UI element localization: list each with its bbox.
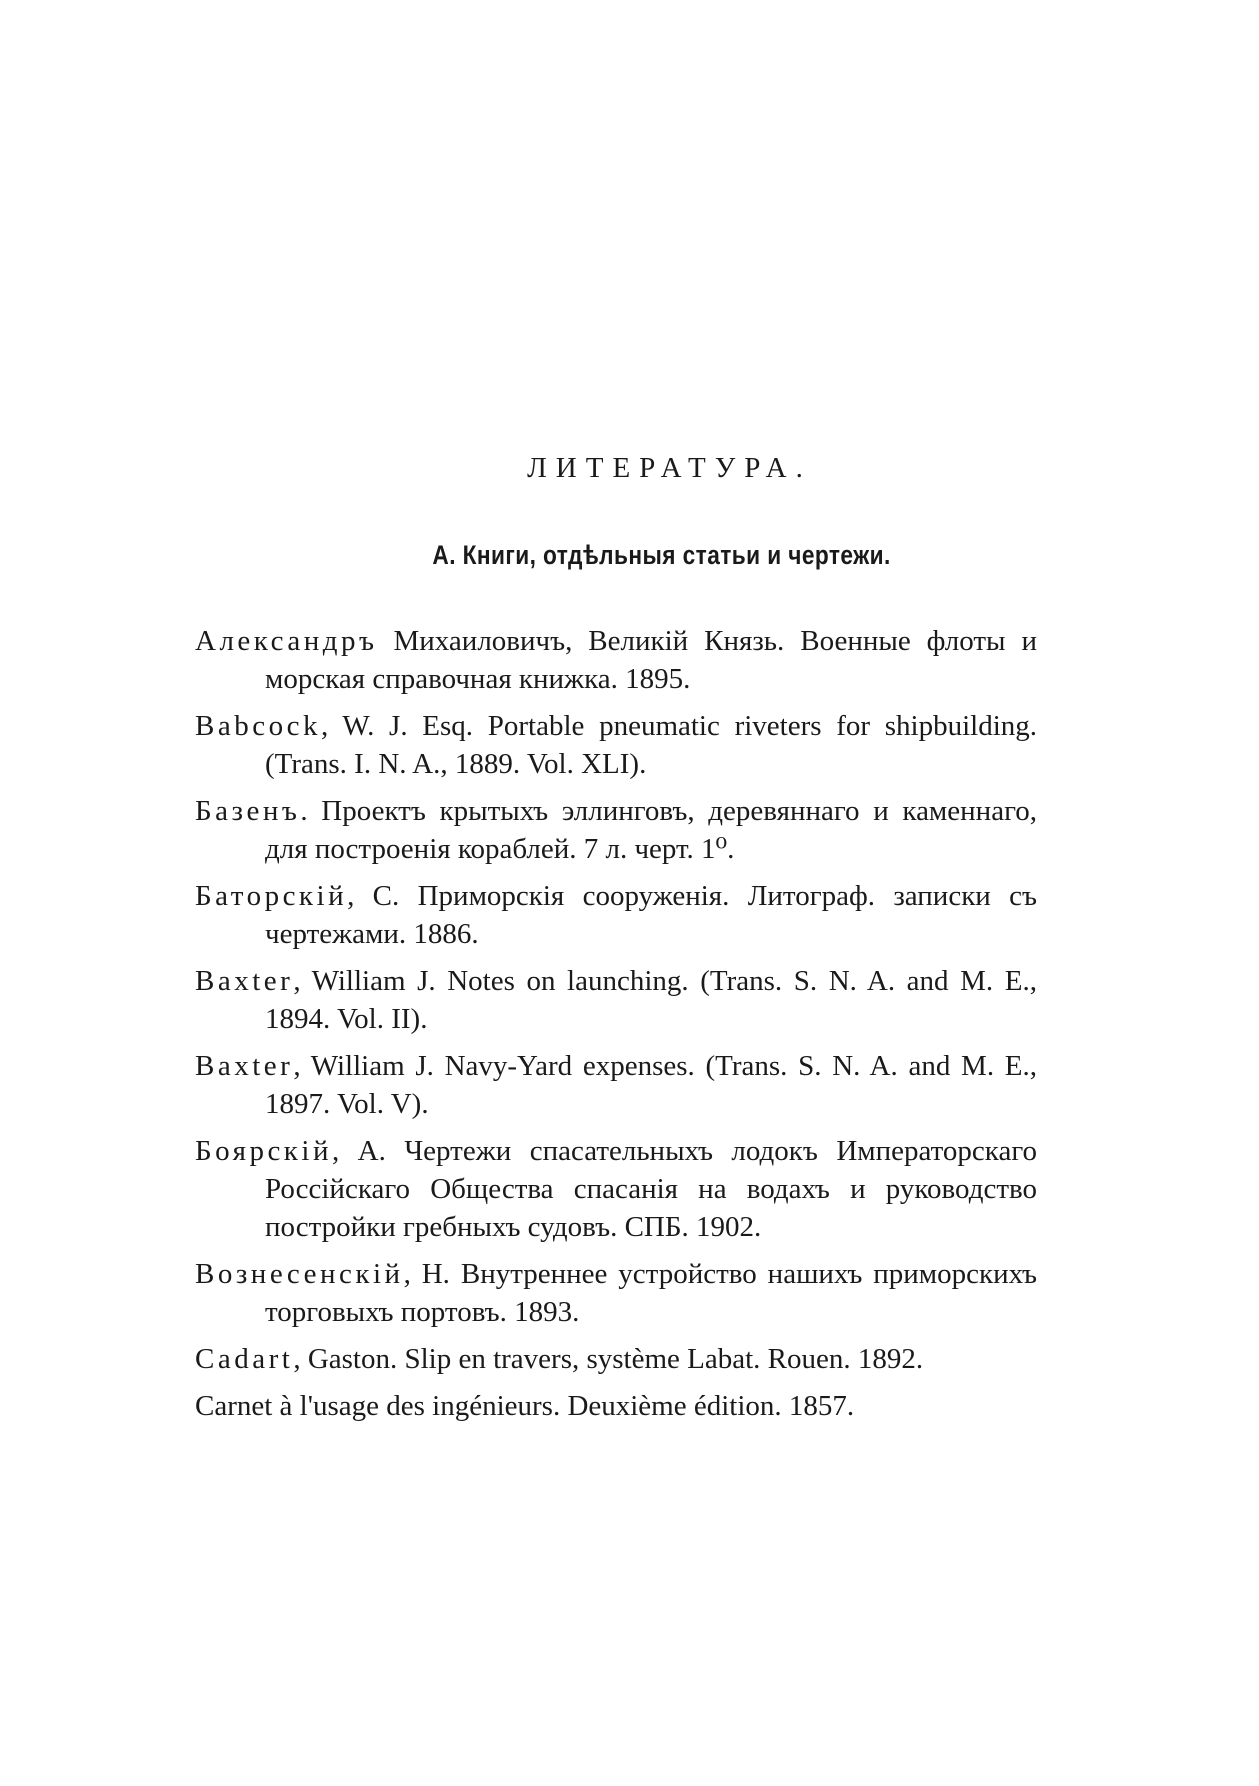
entry-author: Babcock	[195, 710, 321, 742]
bibliography-entry	[195, 877, 1037, 953]
entry-text: , Gaston. Slip en travers, système Labat. Rouen. 1892.	[293, 1343, 924, 1375]
entry-author: Александръ	[195, 625, 378, 657]
entry-text: , William J. Notes on launching. (Trans. S. N. A. and M. E., 1894. Vol. II).	[265, 965, 1037, 1035]
entry-text: . Проектъ крытыхъ эллинговъ, деревяннаго и каменнаго, для построенія кораблей. 7 л. черт. 1⁰.	[265, 795, 1037, 865]
entry-text: , С. Приморскія сооруженія. Литограф. записки съ чертежами. 1886.	[265, 880, 1037, 950]
entry-text: Михаиловичъ, Великій Князь. Военные флоты и морская справочная книжка. 1895.	[265, 625, 1037, 695]
entry-text: Carnet à l'usage des ingénieurs. Deuxième édition. 1857.	[195, 1390, 855, 1422]
bibliography-entry	[195, 622, 1037, 698]
entry-author: Cadart	[195, 1343, 294, 1375]
bibliography-entry	[195, 1387, 1037, 1425]
entry-text: , W. J. Esq. Portable pneumatic riveters for shipbuilding. (Trans. I. N. A., 1889. Vol. XLI).	[265, 710, 1037, 780]
bibliography-entry	[195, 962, 1037, 1038]
bibliography-entry	[195, 1340, 1037, 1378]
section-heading: А. Книги, отдѣльныя статьи и чертежи.	[432, 540, 891, 570]
bibliography-entry	[195, 1047, 1037, 1123]
entry-text: , William J. Navy-Yard expenses. (Trans. S. N. A. and M. E., 1897. Vol. V).	[265, 1050, 1037, 1120]
entry-author: Baxter	[195, 965, 294, 997]
bibliography-entry	[195, 1255, 1037, 1331]
entry-author: Базенъ	[195, 795, 301, 827]
entry-author: Вознесенскій	[195, 1258, 404, 1290]
page-title: ЛИТЕРАТУРА.	[527, 452, 812, 484]
bibliography-entry	[195, 707, 1037, 783]
entry-author: Боярскій	[195, 1135, 332, 1167]
bibliography-entry	[195, 792, 1037, 868]
bibliography-list	[195, 622, 1037, 1434]
entry-author: Baxter	[195, 1050, 294, 1082]
entry-author: Баторскій	[195, 880, 348, 912]
bibliography-entry	[195, 1132, 1037, 1246]
entry-text: , А. Чертежи спасательныхъ лодокъ Императорскаго Россійскаго Общества спасанія на водахъ и руководство постройки гребныхъ судовъ. СПБ. 1902.	[265, 1135, 1037, 1243]
entry-text: , Н. Внутреннее устройство нашихъ приморскихъ торговыхъ портовъ. 1893.	[265, 1258, 1037, 1328]
